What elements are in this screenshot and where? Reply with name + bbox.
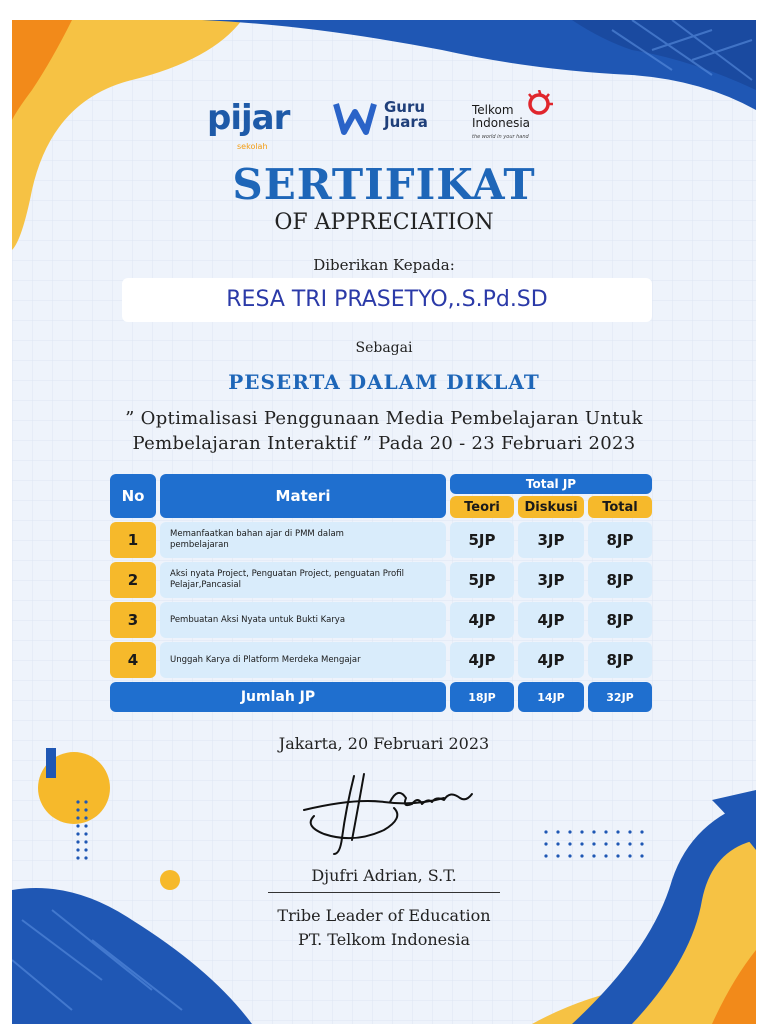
certificate — [12, 20, 756, 1024]
certificate-title: SERTIFIKAT — [232, 160, 536, 209]
as-label: Sebagai — [355, 340, 413, 356]
row-3-no: 3 — [110, 602, 156, 638]
pijar-logo-text: pijar — [207, 98, 290, 138]
row-2-teori: 5JP — [450, 562, 514, 598]
row-2-no: 2 — [110, 562, 156, 598]
row-3-teori: 4JP — [450, 602, 514, 638]
handwritten-signature — [294, 768, 494, 858]
row-1-teori: 5JP — [450, 522, 514, 558]
row-4-no: 4 — [110, 642, 156, 678]
row-3-total: 8JP — [588, 602, 652, 638]
pijar-logo-subtext: sekolah — [237, 142, 268, 151]
row-1-total: 8JP — [588, 522, 652, 558]
header-teori: Teori — [450, 496, 514, 518]
row-2-diskusi: 3JP — [518, 562, 584, 598]
place-and-date: Jakarta, 20 Februari 2023 — [278, 734, 490, 753]
telkom-line2: Indonesia — [472, 116, 531, 130]
guru-juara-emblem-icon — [332, 98, 378, 138]
row-4-total: 8JP — [588, 642, 652, 678]
telkom-logo-text — [472, 104, 542, 130]
event-line-1: ” Optimalisasi Penggunaan Media Pembelajaran Untuk — [125, 408, 643, 429]
row-1-materi: Memanfaatkan bahan ajar di PMM dalam pembelajaran — [160, 522, 446, 558]
row-2-materi: Aksi nyata Project, Penguatan Project, penguatan Profil Pelajar,Pancasial — [160, 562, 446, 598]
training-hours-table — [110, 474, 654, 714]
given-to-label: Diberikan Kepada: — [313, 256, 455, 274]
guru-juara-line1: Guru — [384, 98, 426, 116]
signature-divider — [268, 892, 500, 893]
logo-bar — [12, 80, 756, 160]
header-total: Total — [588, 496, 652, 518]
header-total-jp: Total JP — [450, 474, 652, 494]
row-4-materi: Unggah Karya di Platform Merdeka Mengajar — [160, 642, 446, 678]
certificate-subtitle: OF APPRECIATION — [274, 210, 494, 235]
header-no: No — [110, 474, 156, 518]
signer-company: PT. Telkom Indonesia — [298, 930, 470, 949]
header-materi: Materi — [160, 474, 446, 518]
row-2-total: 8JP — [588, 562, 652, 598]
guru-juara-logo-text — [384, 100, 428, 130]
signer-position: Tribe Leader of Education — [277, 906, 491, 925]
event-line-2: Pembelajaran Interaktif ” Pada 20 - 23 Februari 2023 — [132, 433, 636, 454]
telkom-tagline: the world in your hand — [472, 134, 529, 140]
sum-teori: 18JP — [450, 682, 514, 712]
row-3-materi: Pembuatan Aksi Nyata untuk Bukti Karya — [160, 602, 446, 638]
sum-diskusi: 14JP — [518, 682, 584, 712]
row-4-diskusi: 4JP — [518, 642, 584, 678]
row-3-diskusi: 4JP — [518, 602, 584, 638]
row-1-no: 1 — [110, 522, 156, 558]
participant-role: PESERTA DALAM DIKLAT — [228, 370, 540, 394]
guru-juara-logo — [332, 98, 428, 142]
sum-label: Jumlah JP — [110, 682, 446, 712]
row-1-diskusi: 3JP — [518, 522, 584, 558]
guru-juara-line2: Juara — [384, 113, 428, 131]
row-4-teori: 4JP — [450, 642, 514, 678]
pijar-logo — [207, 98, 290, 151]
signer-name: Djufri Adrian, S.T. — [311, 866, 457, 885]
recipient-name: RESA TRI PRASETYO,.S.Pd.SD — [122, 278, 652, 322]
header-diskusi: Diskusi — [518, 496, 584, 518]
telkom-line1: Telkom — [472, 103, 514, 117]
event-description — [82, 406, 686, 456]
sum-total: 32JP — [588, 682, 652, 712]
